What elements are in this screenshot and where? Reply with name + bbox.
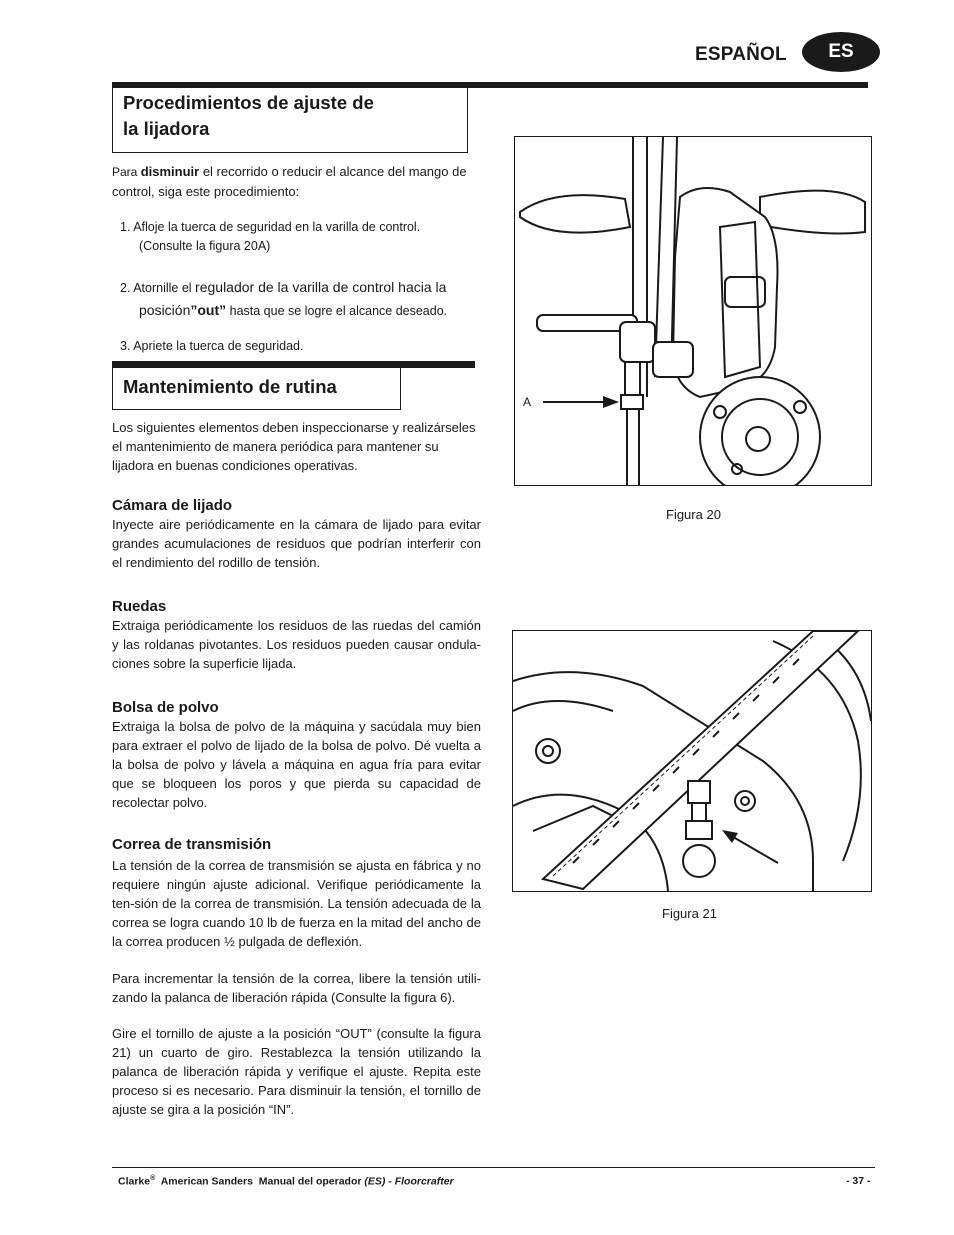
heading-dust-bag: Bolsa de polvo — [112, 699, 219, 716]
figure-20-caption: Figura 20 — [666, 507, 721, 522]
footer-rule — [112, 1167, 875, 1168]
body-wheels: Extraiga periódicamente los residuos de las ruedas del camión y las roldanas pivotantes. Los residuos pueden causar ondula-ciones sobre la superficie lijada. — [112, 618, 481, 671]
figure-21-caption: Figura 21 — [662, 906, 717, 921]
heading-wheels: Ruedas — [112, 598, 167, 615]
figure-20 — [514, 136, 872, 486]
figure-20-label-a: A — [523, 395, 532, 409]
page-number: - 37 - — [846, 1175, 871, 1187]
footer-registered-mark: ® — [150, 1175, 156, 1182]
drive-belt-illustration — [513, 631, 871, 891]
section-title-maintenance: Mantenimiento de rutina — [112, 366, 401, 410]
section-title-adjustment — [112, 84, 468, 153]
body-sanding-chamber: Inyecte aire periódicamente en la cámara de lijado para evitar grandes acumulaciones de residuos que podrían interferir con el rendimiento del rodillo de tensión. — [112, 517, 481, 570]
section-title-line2: la lijadora — [123, 118, 210, 139]
step-1-line2: (Consulte la figura 20A) — [139, 239, 271, 253]
body-drive-belt: La tensión de la correa de transmisión se ajusta en fábrica y no requiere ningún ajuste adicional. Verifique periódicamente la ten-sión de la correa de transmisión. La tensión adecuada de la correa se logra cuando 10 lb de fuerza en la mitad del ancho de la correa producen ½ pulgada de deflexión. — [112, 858, 481, 949]
footer-brand: Clarke — [118, 1175, 151, 1188]
belt-tension-para: Para incrementar la tensión de la correa, libere la tensión utili-zando la palanca de liberación rápida (Consulte la figura 6). — [112, 971, 481, 1005]
intro-text-a: Para — [112, 165, 141, 179]
step-3: 3. Apriete la tuerca de seguridad. — [120, 339, 304, 353]
footer-manual-text: American Sanders Manual del operador — [155, 1175, 365, 1188]
step-2-a: 2. Atornille el — [120, 281, 196, 295]
intro-text-c: el recorrido o reducir el alcance del mango de — [199, 164, 467, 179]
step-2-e: hasta que se logre el alcance deseado. — [226, 304, 448, 318]
control-rod-illustration — [515, 137, 871, 485]
step-2 — [120, 276, 474, 322]
adjust-screw-para: Gire el tornillo de ajuste a la posición “OUT” (consulte la figura 21) un cuarto de giro. Restablezca la tensión utilizando la palanca de liberación rápida y verifique el ajuste. Repita este proceso si es necesario. Para disminuir la tensión, el tornillo de ajuste se gira a la posición “IN”. — [112, 1026, 481, 1117]
heading-sanding-chamber: Cámara de lijado — [112, 497, 233, 514]
heading-drive-belt: Correa de transmisión — [112, 836, 272, 853]
figure-21 — [512, 630, 872, 892]
body-dust-bag: Extraiga la bolsa de polvo de la máquina y sacúdala muy bien para extraer el polvo de lijado de la bolsa de polvo. Dé vuelta a la bolsa de polvo y lávela a máquina en agua fría para evitar que se bloqueen los poros y que pierda su capacidad de recolectar polvo. — [112, 719, 481, 810]
intro-bold: disminuir — [140, 164, 200, 179]
step-1 — [120, 218, 474, 256]
adjustment-intro — [112, 162, 474, 201]
footer-model: (ES) - Floorcrafter — [364, 1175, 454, 1188]
language-badge: ES — [802, 32, 880, 72]
footer-title — [118, 1175, 454, 1188]
step-2-c: posición — [139, 302, 191, 318]
step-2-d: ”out” — [190, 302, 227, 318]
language-label: ESPAÑOL — [695, 44, 787, 65]
intro-text-d: control, siga este procedimiento: — [112, 184, 300, 199]
section-title-line1: Procedimientos de ajuste de — [123, 92, 374, 113]
step-2-b: regulador de la varilla de control hacia la — [195, 279, 447, 295]
step-1-line1: 1. Afloje la tuerca de seguridad en la varilla de control. — [120, 220, 421, 234]
maintenance-intro: Los siguientes elementos deben inspeccionarse y realizárseles el mantenimiento de manera periódica para mantener su lijadora en buenas condiciones operativas. — [112, 420, 476, 473]
